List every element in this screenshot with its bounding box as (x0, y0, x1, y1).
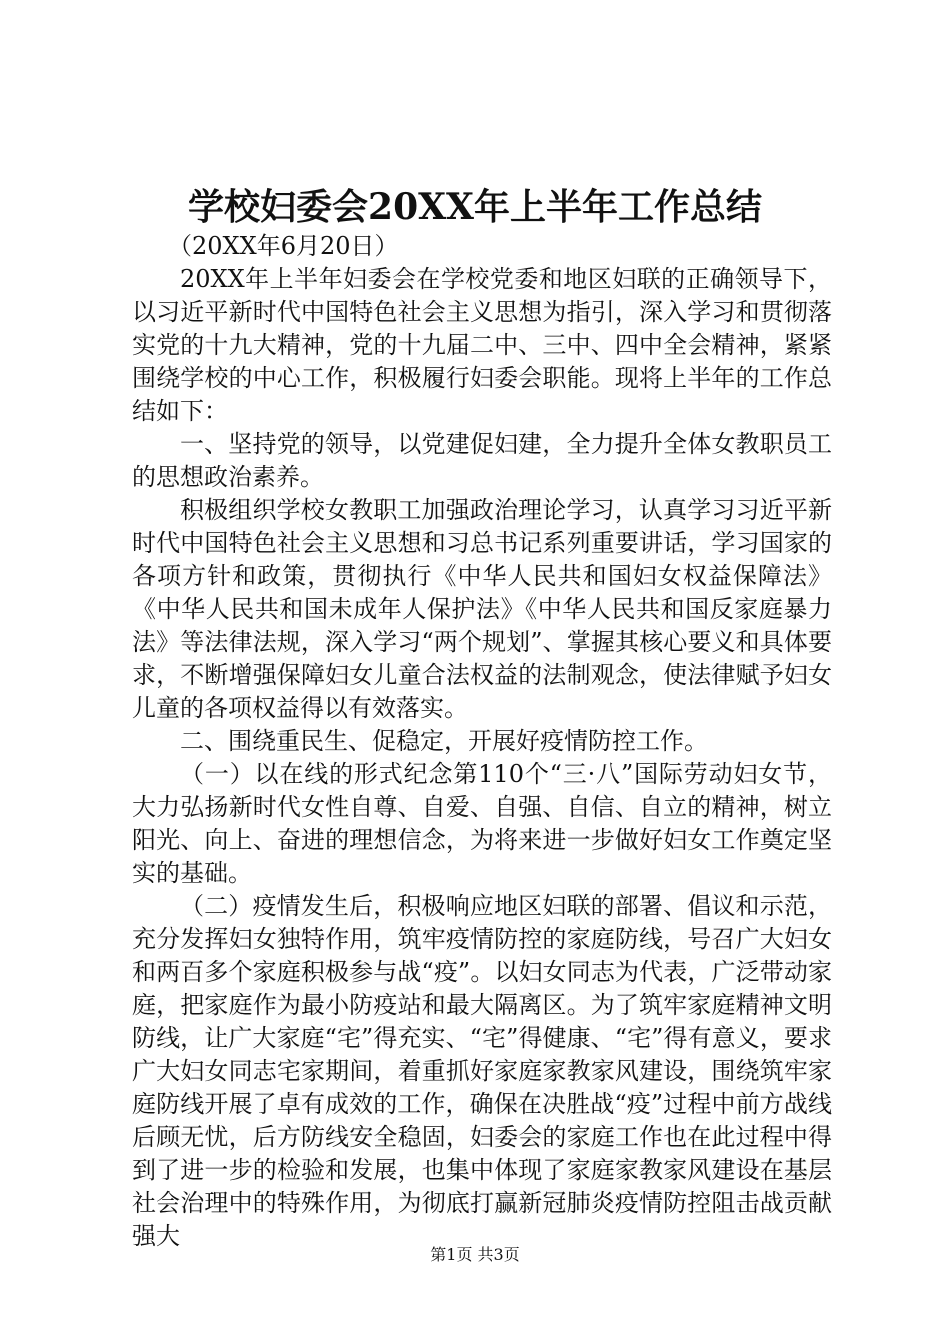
paragraph-item-2: （二）疫情发生后，积极响应地区妇联的部署、倡议和示范，充分发挥妇女独特作用，筑牢疫情防控的家庭防线，号召广大妇女和两百多个家庭积极参与战“疫”。以妇女同志为代表，广泛带动家庭，把家庭作为最小防疫站和最大隔离区。为了筑牢家庭精神文明防线，让广大家庭“宅”得充实、“宅”得健康、“宅”得有意义，要求广大妇女同志宅家期间，着重抓好家庭家教家风建设，围绕筑牢家庭防线开展了卓有成效的工作，确保在决胜战“疫”过程中前方战线后顾无忧，后方防线安全稳固，妇委会的家庭工作也在此过程中得到了进一步的检验和发展，也集中体现了家庭家教家风建设在基层社会治理中的特殊作用，为彻底打赢新冠肺炎疫情防控阻击战贡献强大 (132, 892, 832, 1250)
document-title: 学校妇委会20XX年上半年工作总结 (188, 186, 762, 228)
paragraph-intro: 20XX年上半年妇委会在学校党委和地区妇联的正确领导下，以习近平新时代中国特色社会主义思想为指引，深入学习和贯彻落实党的十九大精神，党的十九届二中、三中、四中全会精神，紧紧围绕学校的中心工作，积极履行妇委会职能。现将上半年的工作总结如下： (132, 265, 832, 425)
paragraph-section-1: 积极组织学校女教职工加强政治理论学习，认真学习习近平新时代中国特色社会主义思想和习总书记系列重要讲话，学习国家的各项方针和政策，贯彻执行《中华人民共和国妇女权益保障法》《中华人民共和国未成年人保护法》《中华人民共和国反家庭暴力法》等法律法规，深入学习“两个规划”、掌握其核心要义和具体要求，不断增强保障妇女儿童合法权益的法制观念，使法律赋予妇女儿童的各项权益得以有效落实。 (132, 496, 832, 722)
paragraph-item-1: （一）以在线的形式纪念第110个“三·八”国际劳动妇女节，大力弘扬新时代女性自尊、自爱、自强、自信、自立的精神，树立阳光、向上、奋进的理想信念，为将来进一步做好妇女工作奠定坚实的基础。 (132, 760, 832, 887)
document-body (132, 230, 832, 1253)
section-heading-1: 一、坚持党的领导，以党建促妇建，全力提升全体女教职员工的思想政治素养。 (132, 430, 832, 491)
section-heading-2: 二、围绕重民生、促稳定，开展好疫情防控工作。 (180, 727, 708, 755)
document-date: （20XX年6月20日） (168, 232, 399, 260)
page-footer: 第1页 共3页 (430, 1245, 520, 1264)
